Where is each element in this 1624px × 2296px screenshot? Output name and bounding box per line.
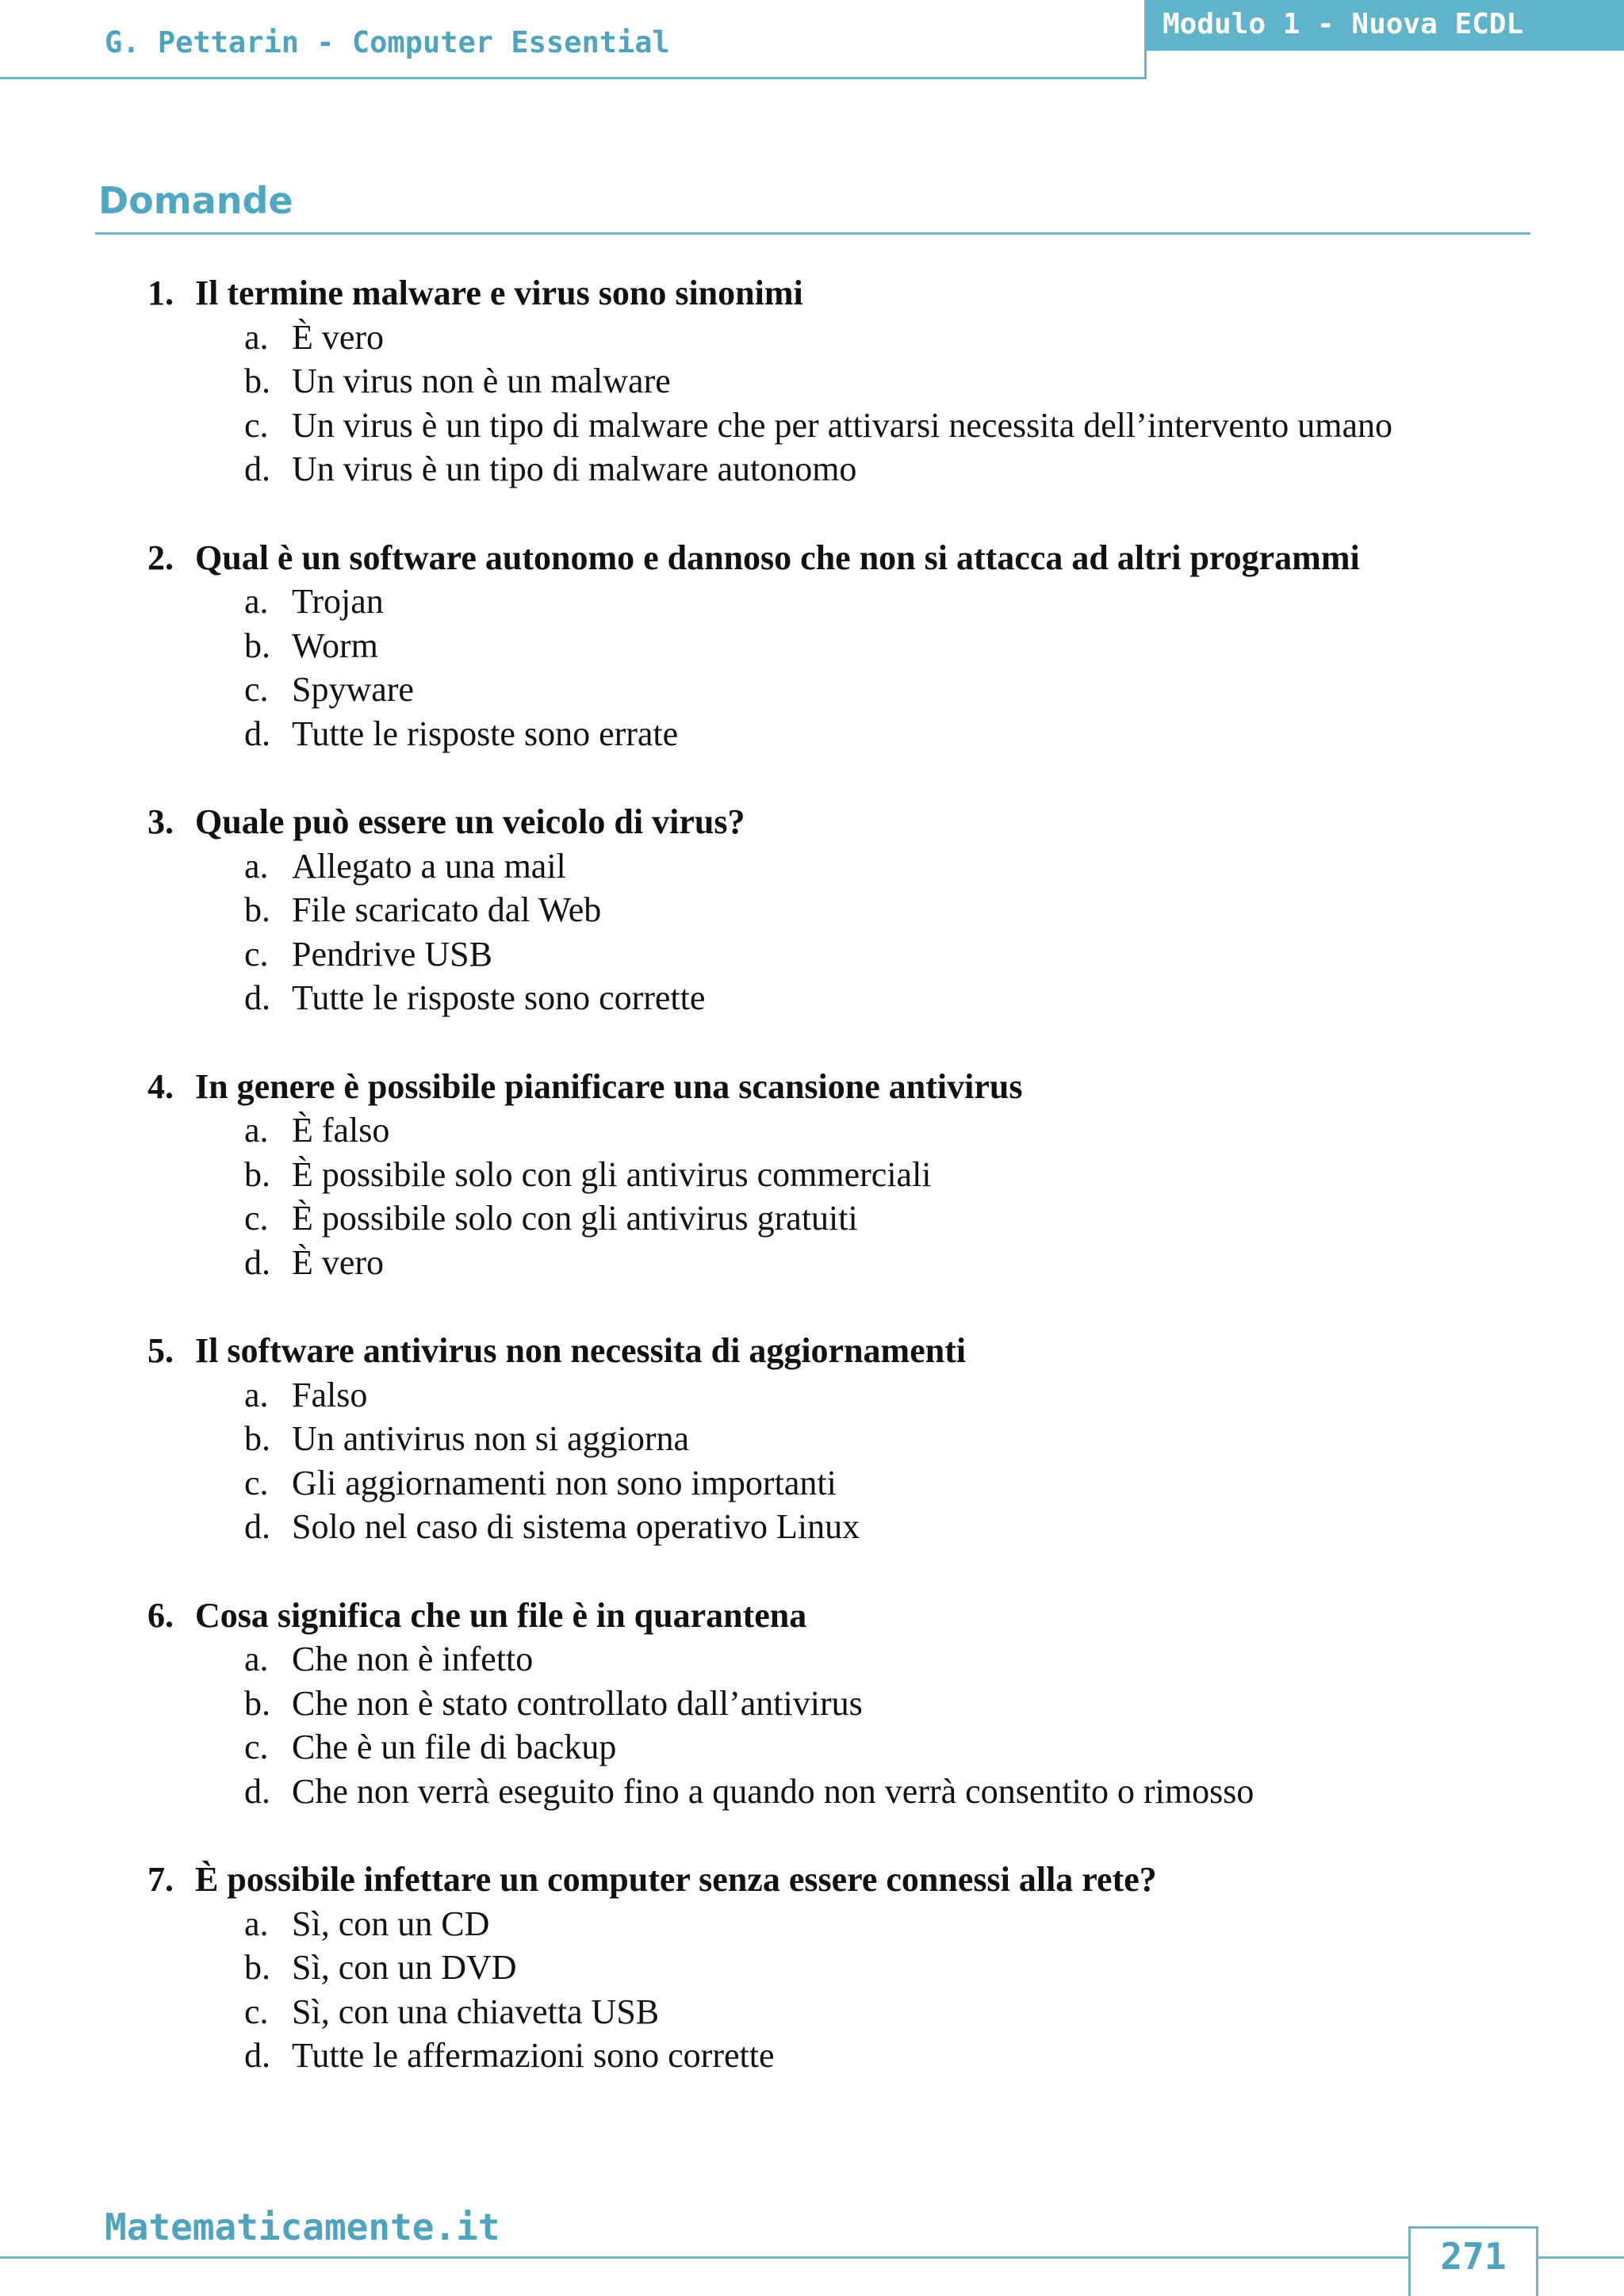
option-list (0, 580, 1624, 756)
option-text: Che è un file di backup (292, 1728, 617, 1766)
option-item (0, 932, 1624, 977)
header-left-frame (0, 0, 1147, 79)
question-item (0, 1594, 1624, 1814)
section-divider (95, 232, 1530, 235)
option-item (0, 1461, 1624, 1506)
question-heading (0, 271, 1624, 316)
option-item (0, 580, 1624, 624)
option-item (0, 1505, 1624, 1549)
option-list (0, 1902, 1624, 2078)
option-item (0, 888, 1624, 932)
question-item (0, 271, 1624, 492)
option-item (0, 976, 1624, 1020)
question-number: 4. (147, 1066, 174, 1106)
option-text: Solo nel caso di sistema operativo Linux (292, 1507, 860, 1546)
option-item (0, 1241, 1624, 1285)
question-item (0, 1329, 1624, 1549)
option-list (0, 1637, 1624, 1813)
question-text: Quale può essere un veicolo di virus? (195, 802, 745, 841)
option-text: Tutte le risposte sono errate (292, 714, 679, 753)
question-heading (0, 1858, 1624, 1902)
option-letter: c. (244, 934, 269, 974)
option-text: È vero (292, 1242, 385, 1282)
section-title: Domande (98, 179, 293, 222)
option-text: Che non verrà eseguito fino a quando non verrà consentito o rimosso (292, 1771, 1254, 1811)
option-letter: d. (244, 2036, 270, 2075)
option-letter: b. (244, 1948, 270, 1987)
option-text: Spyware (292, 670, 414, 709)
option-item (0, 447, 1624, 492)
option-item (0, 1682, 1624, 1726)
option-item (0, 1153, 1624, 1197)
option-text: Sì, con un CD (292, 1904, 490, 1943)
option-text: Sì, con una chiavetta USB (292, 1992, 660, 2031)
option-text: Worm (292, 626, 378, 665)
option-item (0, 359, 1624, 404)
option-item (0, 1902, 1624, 1946)
question-text: Il software antivirus non necessita di aggiornamenti (195, 1331, 967, 1370)
question-item (0, 536, 1624, 756)
option-item (0, 1108, 1624, 1153)
option-list (0, 844, 1624, 1020)
question-item (0, 1858, 1624, 2078)
question-number: 6. (147, 1595, 174, 1635)
option-item (0, 624, 1624, 668)
option-text: Tutte le risposte sono corrette (292, 978, 706, 1017)
option-text: Che non è stato controllato dall’antivirus (292, 1683, 863, 1723)
option-letter: b. (244, 890, 270, 929)
option-item (0, 1990, 1624, 2034)
option-letter: a. (244, 1904, 269, 1943)
question-number: 1. (147, 274, 174, 312)
option-item (0, 712, 1624, 756)
option-text: È falso (292, 1111, 390, 1150)
option-item (0, 1196, 1624, 1241)
option-text: File scaricato dal Web (292, 890, 602, 929)
question-text: È possibile infettare un computer senza essere connessi alla rete? (195, 1860, 1157, 1899)
question-number: 3. (147, 802, 174, 841)
option-item (0, 1373, 1624, 1418)
option-letter: c. (244, 1463, 269, 1502)
option-letter: b. (244, 1683, 270, 1723)
option-letter: c. (244, 405, 269, 445)
option-text: Sì, con un DVD (292, 1948, 517, 1987)
option-item (0, 1946, 1624, 1990)
footer-divider-left (0, 2256, 1410, 2259)
option-letter: c. (244, 1199, 269, 1238)
footer-divider-right (1538, 2256, 1624, 2259)
option-list (0, 1373, 1624, 1549)
option-letter: b. (244, 362, 270, 400)
option-item (0, 1770, 1624, 1814)
question-heading (0, 1329, 1624, 1373)
question-item (0, 1065, 1624, 1285)
question-text: In genere è possibile pianificare una scansione antivirus (195, 1066, 1023, 1106)
option-letter: d. (244, 978, 270, 1017)
question-heading (0, 536, 1624, 580)
option-letter: a. (244, 1375, 269, 1414)
footer-site-name: Matematicamente.it (105, 2206, 500, 2248)
option-text: È possibile solo con gli antivirus gratuiti (292, 1199, 858, 1238)
option-text: Gli aggiornamenti non sono importanti (292, 1463, 837, 1502)
option-letter: c. (244, 1728, 269, 1766)
option-letter: a. (244, 846, 269, 886)
option-letter: c. (244, 1992, 269, 2031)
question-text: Cosa significa che un file è in quarantena (195, 1595, 807, 1635)
option-text: Un virus è un tipo di malware autonomo (292, 450, 857, 488)
option-list (0, 1108, 1624, 1284)
header-book-title: G. Pettarin - Computer Essential (105, 25, 670, 59)
option-item (0, 2034, 1624, 2078)
option-letter: d. (244, 1242, 270, 1282)
question-heading (0, 800, 1624, 844)
header-module-title: Modulo 1 - Nuova ECDL (1162, 8, 1524, 40)
option-text: Trojan (292, 582, 384, 621)
option-letter: a. (244, 317, 269, 357)
option-letter: c. (244, 670, 269, 709)
option-letter: a. (244, 1640, 269, 1678)
question-list (0, 271, 1624, 2122)
option-letter: d. (244, 1771, 270, 1811)
question-number: 7. (147, 1860, 174, 1899)
option-item (0, 404, 1624, 448)
option-letter: d. (244, 1507, 270, 1546)
option-text: Falso (292, 1375, 368, 1414)
option-text: Un virus non è un malware (292, 362, 671, 400)
option-text: Tutte le affermazioni sono corrette (292, 2036, 775, 2075)
option-letter: b. (244, 626, 270, 665)
option-item (0, 1725, 1624, 1770)
question-heading (0, 1594, 1624, 1638)
option-letter: a. (244, 582, 269, 621)
option-text: È vero (292, 317, 385, 357)
question-number: 2. (147, 538, 174, 577)
option-letter: b. (244, 1154, 270, 1194)
header-module-banner (1147, 0, 1624, 51)
option-text: Pendrive USB (292, 934, 492, 974)
question-text: Il termine malware e virus sono sinonimi (195, 274, 803, 312)
option-item (0, 1637, 1624, 1682)
question-text: Qual è un software autonomo e dannoso che non si attacca ad altri programmi (195, 538, 1360, 577)
option-letter: d. (244, 450, 270, 488)
page-number: 271 (1440, 2235, 1507, 2278)
option-item (0, 1417, 1624, 1461)
option-text: Allegato a una mail (292, 846, 566, 886)
option-letter: d. (244, 714, 270, 753)
option-item (0, 844, 1624, 889)
option-text: Un virus è un tipo di malware che per attivarsi necessita dell’intervento umano (292, 405, 1392, 445)
option-item (0, 316, 1624, 360)
question-number: 5. (147, 1331, 174, 1370)
option-text: È possibile solo con gli antivirus commerciali (292, 1154, 932, 1194)
option-text: Un antivirus non si aggiorna (292, 1419, 690, 1458)
option-list (0, 316, 1624, 492)
question-heading (0, 1065, 1624, 1109)
option-letter: a. (244, 1111, 269, 1150)
option-item (0, 668, 1624, 712)
option-letter: b. (244, 1419, 270, 1458)
footer-page-box (1408, 2226, 1538, 2296)
question-item (0, 800, 1624, 1020)
option-text: Che non è infetto (292, 1640, 534, 1678)
